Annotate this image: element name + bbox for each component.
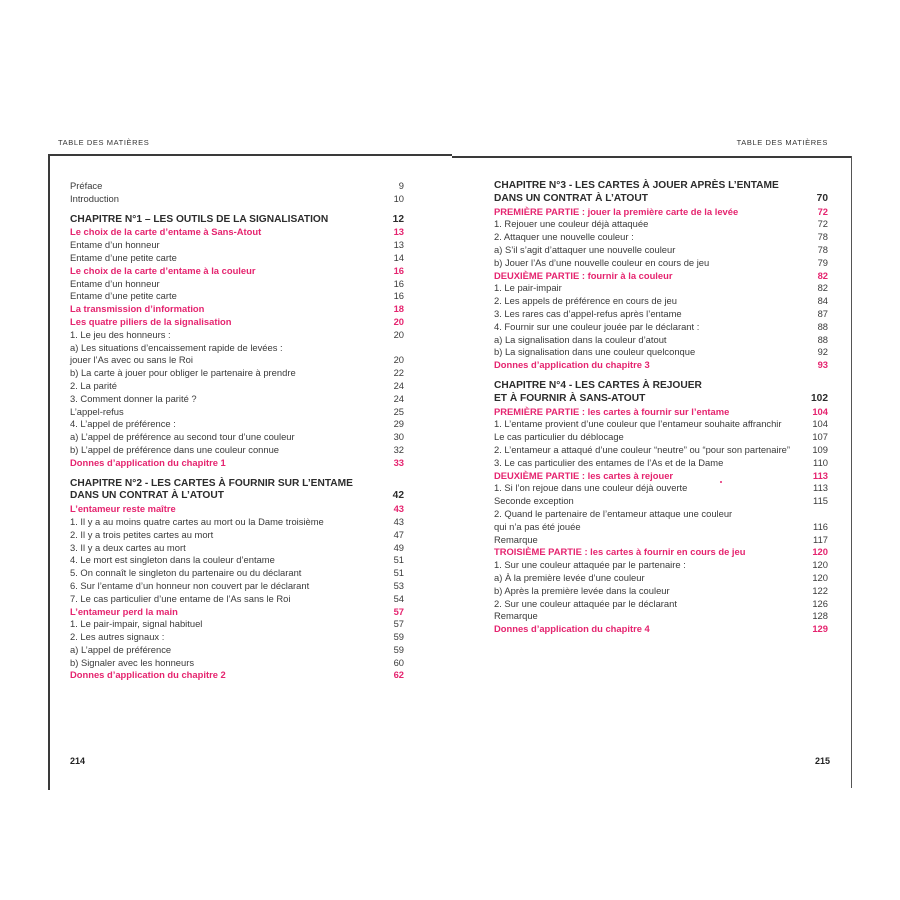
- spacer: [70, 470, 404, 478]
- entry-title: 1. Le pair-impair: [494, 282, 562, 294]
- entry-title: a) L’appel de préférence: [70, 643, 172, 655]
- entry-title: b) Jouer l’As d’une nouvelle couleur en cours de jeu: [494, 256, 710, 268]
- entry-title: 5. On connaît le singleton du partenaire ou du déclarant: [70, 567, 302, 579]
- toc-entry: [494, 585, 828, 598]
- section-heading: [70, 226, 404, 239]
- entry-page-number: 115: [813, 495, 828, 507]
- entry-title: 2. Les autres signaux :: [70, 631, 165, 643]
- entry-page-number: 79: [817, 256, 828, 268]
- page-border: [851, 156, 852, 788]
- section-heading: [70, 316, 404, 329]
- section-heading: [494, 206, 828, 219]
- entry-page-number: 117: [813, 533, 828, 545]
- entry-page-number: 120: [812, 571, 828, 583]
- entry-page-number: 57: [393, 618, 404, 630]
- entry-page-number: 120: [812, 559, 828, 571]
- entry-page-number: 29: [393, 418, 404, 430]
- toc-entry: [494, 257, 828, 270]
- toc-entry: [70, 418, 404, 431]
- entry-title: 2. Quand le partenaire de l’entameur attaque une couleur: [494, 507, 733, 519]
- entry-page-number: 20: [393, 328, 404, 340]
- toc-entry: [494, 457, 828, 470]
- running-head: TABLE DES MATIÈRES: [58, 138, 150, 147]
- entry-title: a) S’il s’agit d’attaquer une nouvelle couleur: [494, 243, 676, 255]
- entry-page-number: 120: [812, 546, 828, 558]
- entry-page-number: 42: [392, 490, 404, 502]
- chapter-heading: [70, 214, 404, 227]
- entry-page-number: 62: [393, 669, 404, 681]
- toc-entry: [494, 482, 828, 495]
- entry-title: Donnes d’application du chapitre 3: [494, 359, 650, 371]
- toc-entry: [494, 308, 828, 321]
- entry-title: Entame d’une petite carte: [70, 251, 177, 263]
- entry-title: b) Signaler avec les honneurs: [70, 656, 195, 668]
- entry-title: DEUXIÈME PARTIE : fournir à la couleur: [494, 269, 673, 281]
- entry-title: Entame d’un honneur: [70, 277, 160, 289]
- toc-entry: [70, 580, 404, 593]
- entry-title: 1. Sur une couleur attaquée par le partenaire :: [494, 559, 686, 571]
- entry-page-number: 54: [393, 592, 404, 604]
- entry-title: jouer l’As avec ou sans le Roi: [70, 354, 193, 366]
- entry-title: 3. Les rares cas d’appel-refus après l’entame: [494, 307, 682, 319]
- entry-title: CHAPITRE N°2 - LES CARTES À FOURNIR SUR L’ENTAME: [70, 477, 353, 489]
- entry-title: Seconde exception: [494, 495, 574, 507]
- section-heading: [70, 669, 404, 682]
- toc-entry: [70, 329, 404, 342]
- entry-title: Donnes d’application du chapitre 2: [70, 669, 226, 681]
- entry-page-number: 122: [812, 584, 828, 596]
- toc-entry: [70, 567, 404, 580]
- section-heading: [70, 457, 404, 470]
- entry-title: TROISIÈME PARTIE : les cartes à fournir en cours de jeu: [494, 546, 746, 558]
- entry-title: L’appel-refus: [70, 405, 124, 417]
- entry-title: La transmission d’information: [70, 303, 205, 315]
- entry-page-number: 22: [393, 367, 404, 379]
- page-number: 214: [70, 756, 86, 766]
- entry-page-number: 24: [393, 392, 404, 404]
- entry-title: DANS UN CONTRAT À L’ATOUT: [494, 192, 648, 204]
- entry-page-number: 70: [816, 192, 828, 204]
- entry-page-number: 47: [393, 528, 404, 540]
- entry-page-number: 57: [393, 605, 404, 617]
- entry-title: b) Après la première levée dans la couleur: [494, 584, 670, 596]
- toc-entry: [70, 239, 404, 252]
- page-number: 215: [814, 756, 830, 766]
- entry-title: 7. Le cas particulier d’une entame de l’As sans le Roi: [70, 592, 291, 604]
- entry-page-number: 88: [817, 333, 828, 345]
- toc-entry: [494, 521, 828, 534]
- chapter-heading: [494, 393, 828, 406]
- entry-page-number: 49: [393, 541, 404, 553]
- section-heading: [70, 503, 404, 516]
- entry-page-number: 93: [817, 359, 828, 371]
- section-heading: [70, 303, 404, 316]
- entry-page-number: 10: [393, 192, 404, 204]
- entry-page-number: 72: [817, 205, 828, 217]
- section-heading: [494, 470, 828, 483]
- toc-entry: [494, 598, 828, 611]
- spacer: [70, 206, 404, 214]
- entry-page-number: 30: [393, 431, 404, 443]
- toc-entry: [494, 244, 828, 257]
- left-page: [48, 0, 452, 790]
- entry-title: DANS UN CONTRAT À L’ATOUT: [70, 490, 224, 502]
- chapter-heading: [70, 490, 404, 503]
- entry-title: CHAPITRE N°1 – LES OUTILS DE LA SIGNALISATION: [70, 213, 329, 225]
- entry-title: 3. Il y a deux cartes au mort: [70, 541, 186, 553]
- entry-page-number: 104: [812, 418, 828, 430]
- chapter-heading: [494, 193, 828, 206]
- entry-title: 2. La parité: [70, 379, 117, 391]
- entry-page-number: 13: [393, 226, 404, 238]
- toc-entry: [70, 193, 404, 206]
- toc-entry: [70, 278, 404, 291]
- entry-title: 1. Si l’on rejoue dans une couleur déjà ouverte: [494, 482, 688, 494]
- toc-entry: [70, 529, 404, 542]
- entry-page-number: 33: [393, 456, 404, 468]
- entry-page-number: 51: [393, 567, 404, 579]
- right-page: [452, 0, 852, 790]
- entry-page-number: 107: [812, 431, 828, 443]
- entry-title: PREMIÈRE PARTIE : jouer la première carte de la levée: [494, 205, 739, 217]
- entry-page-number: 25: [393, 405, 404, 417]
- entry-page-number: 18: [393, 303, 404, 315]
- entry-title: 3. Comment donner la parité ?: [70, 392, 197, 404]
- toc-entry: [70, 342, 404, 355]
- section-heading: [494, 359, 828, 372]
- entry-title: Donnes d’application du chapitre 1: [70, 456, 226, 468]
- entry-title: 2. Attaquer une nouvelle couleur :: [494, 231, 634, 243]
- stray-mark: [720, 481, 722, 483]
- entry-title: a) La signalisation dans la couleur d’atout: [494, 333, 667, 345]
- entry-title: 6. Sur l’entame d’un honneur non couvert par le déclarant: [70, 579, 310, 591]
- entry-page-number: 84: [817, 295, 828, 307]
- toc-entry: [70, 444, 404, 457]
- toc-entry: [494, 431, 828, 444]
- entry-page-number: 128: [812, 610, 828, 622]
- toc-entry: [494, 534, 828, 547]
- entry-page-number: 24: [393, 379, 404, 391]
- entry-page-number: 59: [393, 631, 404, 643]
- chapter-heading: [70, 478, 404, 491]
- entry-page-number: 43: [393, 503, 404, 515]
- header-rule: [452, 156, 852, 158]
- table-of-contents-right: [494, 180, 828, 636]
- entry-page-number: 126: [812, 597, 828, 609]
- section-heading: [494, 623, 828, 636]
- entry-title: DEUXIÈME PARTIE : les cartes à rejouer: [494, 469, 674, 481]
- spacer: [494, 372, 828, 380]
- toc-entry: [70, 367, 404, 380]
- entry-title: PREMIÈRE PARTIE : les cartes à fournir sur l’entame: [494, 405, 730, 417]
- toc-entry: [70, 354, 404, 367]
- toc-entry: [494, 282, 828, 295]
- entry-title: 2. L’entameur a attaqué d’une couleur “neutre” ou “pour son partenaire”: [494, 443, 791, 455]
- entry-title: a) À la première levée d’une couleur: [494, 571, 645, 583]
- toc-entry: [70, 516, 404, 529]
- entry-page-number: 78: [817, 243, 828, 255]
- entry-title: 1. Il y a au moins quatre cartes au mort ou la Dame troisième: [70, 515, 324, 527]
- entry-page-number: 13: [393, 239, 404, 251]
- section-heading: [494, 406, 828, 419]
- entry-page-number: 20: [393, 315, 404, 327]
- toc-entry: [70, 554, 404, 567]
- entry-title: Les quatre piliers de la signalisation: [70, 315, 232, 327]
- entry-page-number: 16: [393, 277, 404, 289]
- entry-page-number: 109: [812, 443, 828, 455]
- entry-title: b) La signalisation dans une couleur quelconque: [494, 346, 696, 358]
- entry-page-number: 129: [812, 623, 828, 635]
- entry-title: CHAPITRE N°4 - LES CARTES À REJOUER: [494, 379, 702, 391]
- toc-entry: [70, 644, 404, 657]
- entry-title: 2. Sur une couleur attaquée par le déclarant: [494, 597, 677, 609]
- entry-title: a) L’appel de préférence au second tour d’une couleur: [70, 431, 295, 443]
- entry-title: 4. L’appel de préférence :: [70, 418, 176, 430]
- toc-entry: [70, 618, 404, 631]
- entry-page-number: 72: [817, 218, 828, 230]
- entry-title: b) L’appel de préférence dans une couleur connue: [70, 443, 280, 455]
- toc-entry: [70, 380, 404, 393]
- entry-title: 1. L’entame provient d’une couleur que l’entameur souhaite affranchir: [494, 418, 782, 430]
- entry-title: 3. Le cas particulier des entames de l’As et de la Dame: [494, 456, 724, 468]
- toc-entry: [70, 593, 404, 606]
- section-heading: [70, 265, 404, 278]
- entry-page-number: 116: [813, 520, 828, 532]
- entry-title: Le choix de la carte d’entame à la couleur: [70, 264, 256, 276]
- entry-page-number: 104: [812, 405, 828, 417]
- entry-page-number: 32: [393, 443, 404, 455]
- entry-title: Introduction: [70, 192, 119, 204]
- entry-page-number: 110: [813, 456, 828, 468]
- entry-title: Remarque: [494, 533, 538, 545]
- running-head: TABLE DES MATIÈRES: [736, 138, 828, 147]
- entry-title: Préface: [70, 180, 103, 191]
- toc-entry: [70, 252, 404, 265]
- entry-title: 2. Il y a trois petites cartes au mort: [70, 528, 214, 540]
- toc-entry: [70, 393, 404, 406]
- entry-title: 1. Le jeu des honneurs :: [70, 328, 171, 340]
- entry-title: Entame d’un honneur: [70, 239, 160, 251]
- entry-title: b) La carte à jouer pour obliger le partenaire à prendre: [70, 367, 296, 379]
- entry-page-number: 20: [393, 354, 404, 366]
- table-of-contents-left: [70, 180, 404, 682]
- entry-title: 1. Rejouer une couleur déjà attaquée: [494, 218, 649, 230]
- toc-entry: [70, 542, 404, 555]
- entry-page-number: 60: [393, 656, 404, 668]
- toc-entry: [494, 334, 828, 347]
- toc-entry: [494, 346, 828, 359]
- entry-page-number: 113: [813, 482, 828, 494]
- entry-page-number: 12: [392, 213, 404, 225]
- entry-page-number: 113: [812, 469, 828, 481]
- entry-page-number: 88: [817, 320, 828, 332]
- toc-entry: [494, 572, 828, 585]
- entry-title: L’entameur perd la main: [70, 605, 178, 617]
- entry-page-number: 78: [817, 231, 828, 243]
- toc-entry: [494, 418, 828, 431]
- entry-page-number: 82: [817, 269, 828, 281]
- entry-title: Donnes d’application du chapitre 4: [494, 623, 650, 635]
- entry-page-number: 9: [398, 180, 404, 191]
- entry-title: Le choix de la carte d’entame à Sans-Atout: [70, 226, 262, 238]
- toc-entry: [70, 180, 404, 193]
- toc-entry: [494, 218, 828, 231]
- toc-entry: [70, 406, 404, 419]
- entry-title: Remarque: [494, 610, 538, 622]
- entry-title: 4. Le mort est singleton dans la couleur d’entame: [70, 554, 275, 566]
- entry-page-number: 14: [393, 251, 404, 263]
- page-border: [48, 154, 50, 790]
- toc-entry: [494, 559, 828, 572]
- entry-title: a) Les situations d’encaissement rapide de levées :: [70, 341, 283, 353]
- entry-title: Le cas particulier du déblocage: [494, 431, 624, 443]
- entry-title: Entame d’une petite carte: [70, 290, 177, 302]
- entry-title: 4. Fournir sur une couleur jouée par le déclarant :: [494, 320, 700, 332]
- toc-entry: [494, 610, 828, 623]
- toc-entry: [494, 295, 828, 308]
- entry-title: 1. Le pair-impair, signal habituel: [70, 618, 203, 630]
- toc-entry: [70, 431, 404, 444]
- entry-page-number: 59: [393, 643, 404, 655]
- header-rule: [48, 154, 452, 156]
- toc-entry: [494, 231, 828, 244]
- entry-title: ET À FOURNIR À SANS-ATOUT: [494, 392, 646, 404]
- toc-entry: [70, 657, 404, 670]
- entry-page-number: 51: [393, 554, 404, 566]
- toc-entry: [70, 631, 404, 644]
- chapter-heading: [494, 180, 828, 193]
- toc-entry: [494, 508, 828, 521]
- entry-title: L’entameur reste maître: [70, 503, 176, 515]
- toc-entry: [494, 321, 828, 334]
- chapter-heading: [494, 380, 828, 393]
- entry-page-number: 92: [817, 346, 828, 358]
- entry-page-number: 16: [393, 290, 404, 302]
- entry-title: CHAPITRE N°3 - LES CARTES À JOUER APRÈS L’ENTAME: [494, 180, 779, 191]
- entry-title: 2. Les appels de préférence en cours de jeu: [494, 295, 677, 307]
- entry-page-number: 53: [393, 579, 404, 591]
- section-heading: [494, 546, 828, 559]
- toc-entry: [494, 444, 828, 457]
- section-heading: [494, 270, 828, 283]
- toc-entry: [70, 290, 404, 303]
- entry-page-number: 82: [817, 282, 828, 294]
- toc-entry: [494, 495, 828, 508]
- entry-page-number: 43: [393, 515, 404, 527]
- section-heading: [70, 606, 404, 619]
- entry-page-number: 87: [817, 307, 828, 319]
- entry-page-number: 102: [811, 392, 828, 404]
- entry-title: qui n’a pas été jouée: [494, 520, 581, 532]
- entry-page-number: 16: [393, 264, 404, 276]
